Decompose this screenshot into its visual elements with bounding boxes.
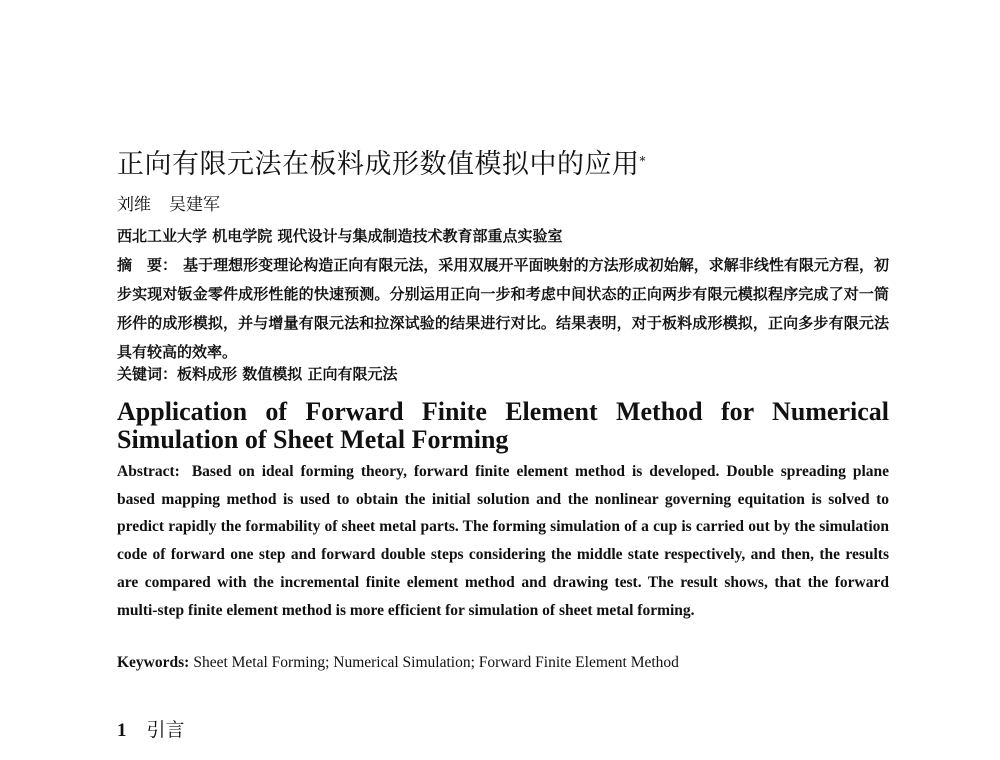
english-abstract-text: Based on ideal forming theory, forward finite element method is developed. Double spreading plane based mapping method is used to obtain the initial solution and the nonlinear governing equitation is solved to predict rapidly the formability of sheet metal parts. The forming simulation of a cup is carried out by the simulation code of forward one step and forward double steps considering the middle state respectively, and then, the results are compared with the incremental finite element method and drawing test. The result shows, that the forward multi-step finite element method is more efficient for simulation of sheet metal forming. <box>117 463 889 619</box>
chinese-abstract-label: 摘 要： <box>117 256 178 274</box>
english-keywords <box>117 652 679 674</box>
english-keywords-text: Sheet Metal Forming; Numerical Simulation; Forward Finite Element Method <box>193 654 679 671</box>
section-title: 引言 <box>146 719 185 741</box>
english-abstract-label: Abstract: <box>117 463 180 480</box>
chinese-abstract <box>117 251 889 367</box>
english-abstract <box>117 458 889 624</box>
author-2: 吴建军 <box>169 195 220 215</box>
chinese-title <box>117 148 646 182</box>
authors <box>117 194 220 216</box>
chinese-keywords <box>117 364 397 384</box>
english-keywords-label: Keywords: <box>117 654 190 671</box>
chinese-abstract-text: 基于理想形变理论构造正向有限元法，采用双展开平面映射的方法形成初始解，求解非线性有限元方程，初步实现对钣金零件成形性能的快速预测。分别运用正向一步和考虑中间状态的正向两步有限元模拟程序完成了对一筒形件的成形模拟，并与增量有限元法和拉深试验的结果进行对比。结果表明，对于板料成形模拟，正向多步有限元法具有较高的效率。 <box>117 256 889 361</box>
english-title: Application of Forward Finite Element Method for Numerical Simulation of Sheet Metal Forming <box>117 397 889 454</box>
chinese-keywords-label: 关键词： <box>117 365 178 383</box>
author-1: 刘维 <box>117 195 151 215</box>
section-number: 1 <box>117 720 127 741</box>
chinese-title-text: 正向有限元法在板料成形数值模拟中的应用 <box>117 149 640 180</box>
chinese-keywords-text: 板料成形 数值模拟 正向有限元法 <box>177 365 398 383</box>
affiliation: 西北工业大学 机电学院 现代设计与集成制造技术教育部重点实验室 <box>117 227 563 245</box>
section-heading <box>117 718 185 743</box>
title-footnote-mark: * <box>639 154 646 168</box>
